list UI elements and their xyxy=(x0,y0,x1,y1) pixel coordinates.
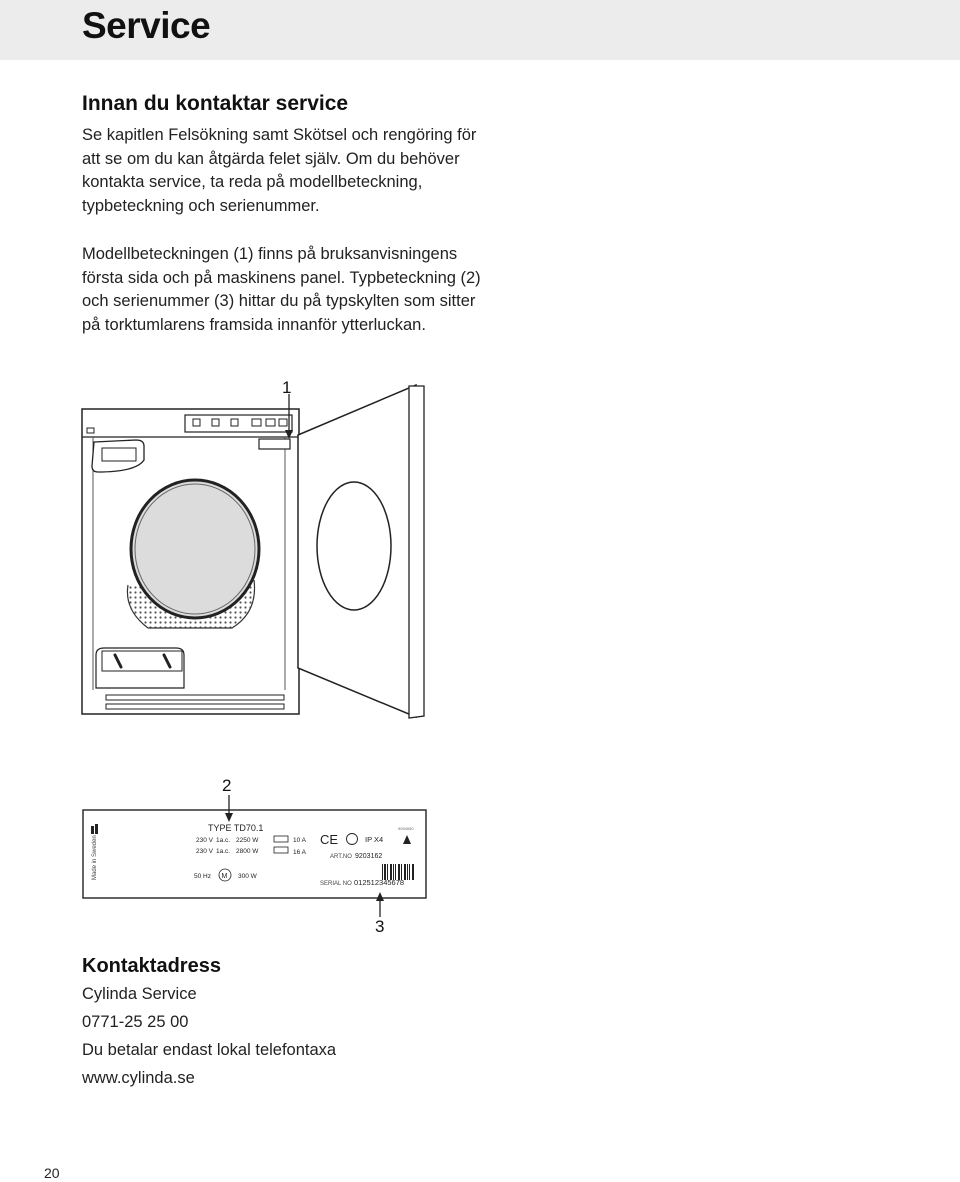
svg-text:10 A: 10 A xyxy=(293,837,307,844)
page-number: 20 xyxy=(44,1165,60,1181)
contact-company: Cylinda Service xyxy=(82,985,197,1003)
intro-paragraph: Se kapitlen Felsökning samt Skötsel och rengöring för att se om du kan åtgärda felet själv. Om du behöver kontakta service, ta reda på modellbeteckning, typbeteckning och serienummer. xyxy=(82,126,477,215)
svg-text:ART.NO: ART.NO xyxy=(330,854,352,860)
svg-text:IP X4: IP X4 xyxy=(365,835,384,844)
panel-indicator xyxy=(87,428,94,433)
callout-3-label: 3 xyxy=(375,917,385,936)
callout-1-label: 1 xyxy=(282,378,292,397)
rating-plate xyxy=(82,795,432,920)
svg-text:SERIAL NO: SERIAL NO xyxy=(320,881,352,887)
contact-phone: 0771-25 25 00 xyxy=(82,1013,189,1031)
page-title: Service xyxy=(82,5,211,46)
svg-text:16 A: 16 A xyxy=(293,849,307,856)
drum-window xyxy=(131,480,259,618)
callout-2-label: 2 xyxy=(222,776,232,795)
contact-website: www.cylinda.se xyxy=(82,1069,195,1087)
location-paragraph: Modellbeteckningen (1) finns på bruksanvisningens första sida och på maskinens panel. Typbeteckning (2) och serienummer (3) hittar du på typskylten som sitter på torktumlarens framsida innanför ytterluckan. xyxy=(82,245,481,334)
type-text: TYPE TD70.1 xyxy=(208,823,264,833)
approval-mark-icon xyxy=(347,834,358,845)
svg-text:230 V: 230 V xyxy=(196,837,213,844)
svg-text:012512345678: 012512345678 xyxy=(354,878,405,887)
svg-text:2250 W: 2250 W xyxy=(236,837,259,844)
ce-mark: CE xyxy=(320,832,339,847)
svg-text:230 V: 230 V xyxy=(196,848,213,855)
svg-text:300 W: 300 W xyxy=(238,873,257,880)
svg-text:9203162: 9203162 xyxy=(355,853,383,860)
made-in-text: Made in Sweden xyxy=(92,835,98,880)
svg-text:1a.c.: 1a.c. xyxy=(216,837,231,844)
svg-text:9054050: 9054050 xyxy=(398,826,414,831)
model-plate xyxy=(259,439,290,449)
fuse-icon xyxy=(274,847,288,853)
fuse-icon xyxy=(274,836,288,842)
dryer-illustration xyxy=(78,380,438,720)
section-heading-contact: Kontaktadress xyxy=(82,955,221,977)
svg-text:M: M xyxy=(221,873,228,880)
section-heading-before-contact: Innan du kontaktar service xyxy=(82,92,349,115)
door-window xyxy=(317,482,391,610)
svg-text:1a.c.: 1a.c. xyxy=(216,848,231,855)
svg-text:2800 W: 2800 W xyxy=(236,848,259,855)
svg-text:50 Hz: 50 Hz xyxy=(194,873,211,880)
contact-rate-note: Du betalar endast lokal telefontaxa xyxy=(82,1041,337,1059)
